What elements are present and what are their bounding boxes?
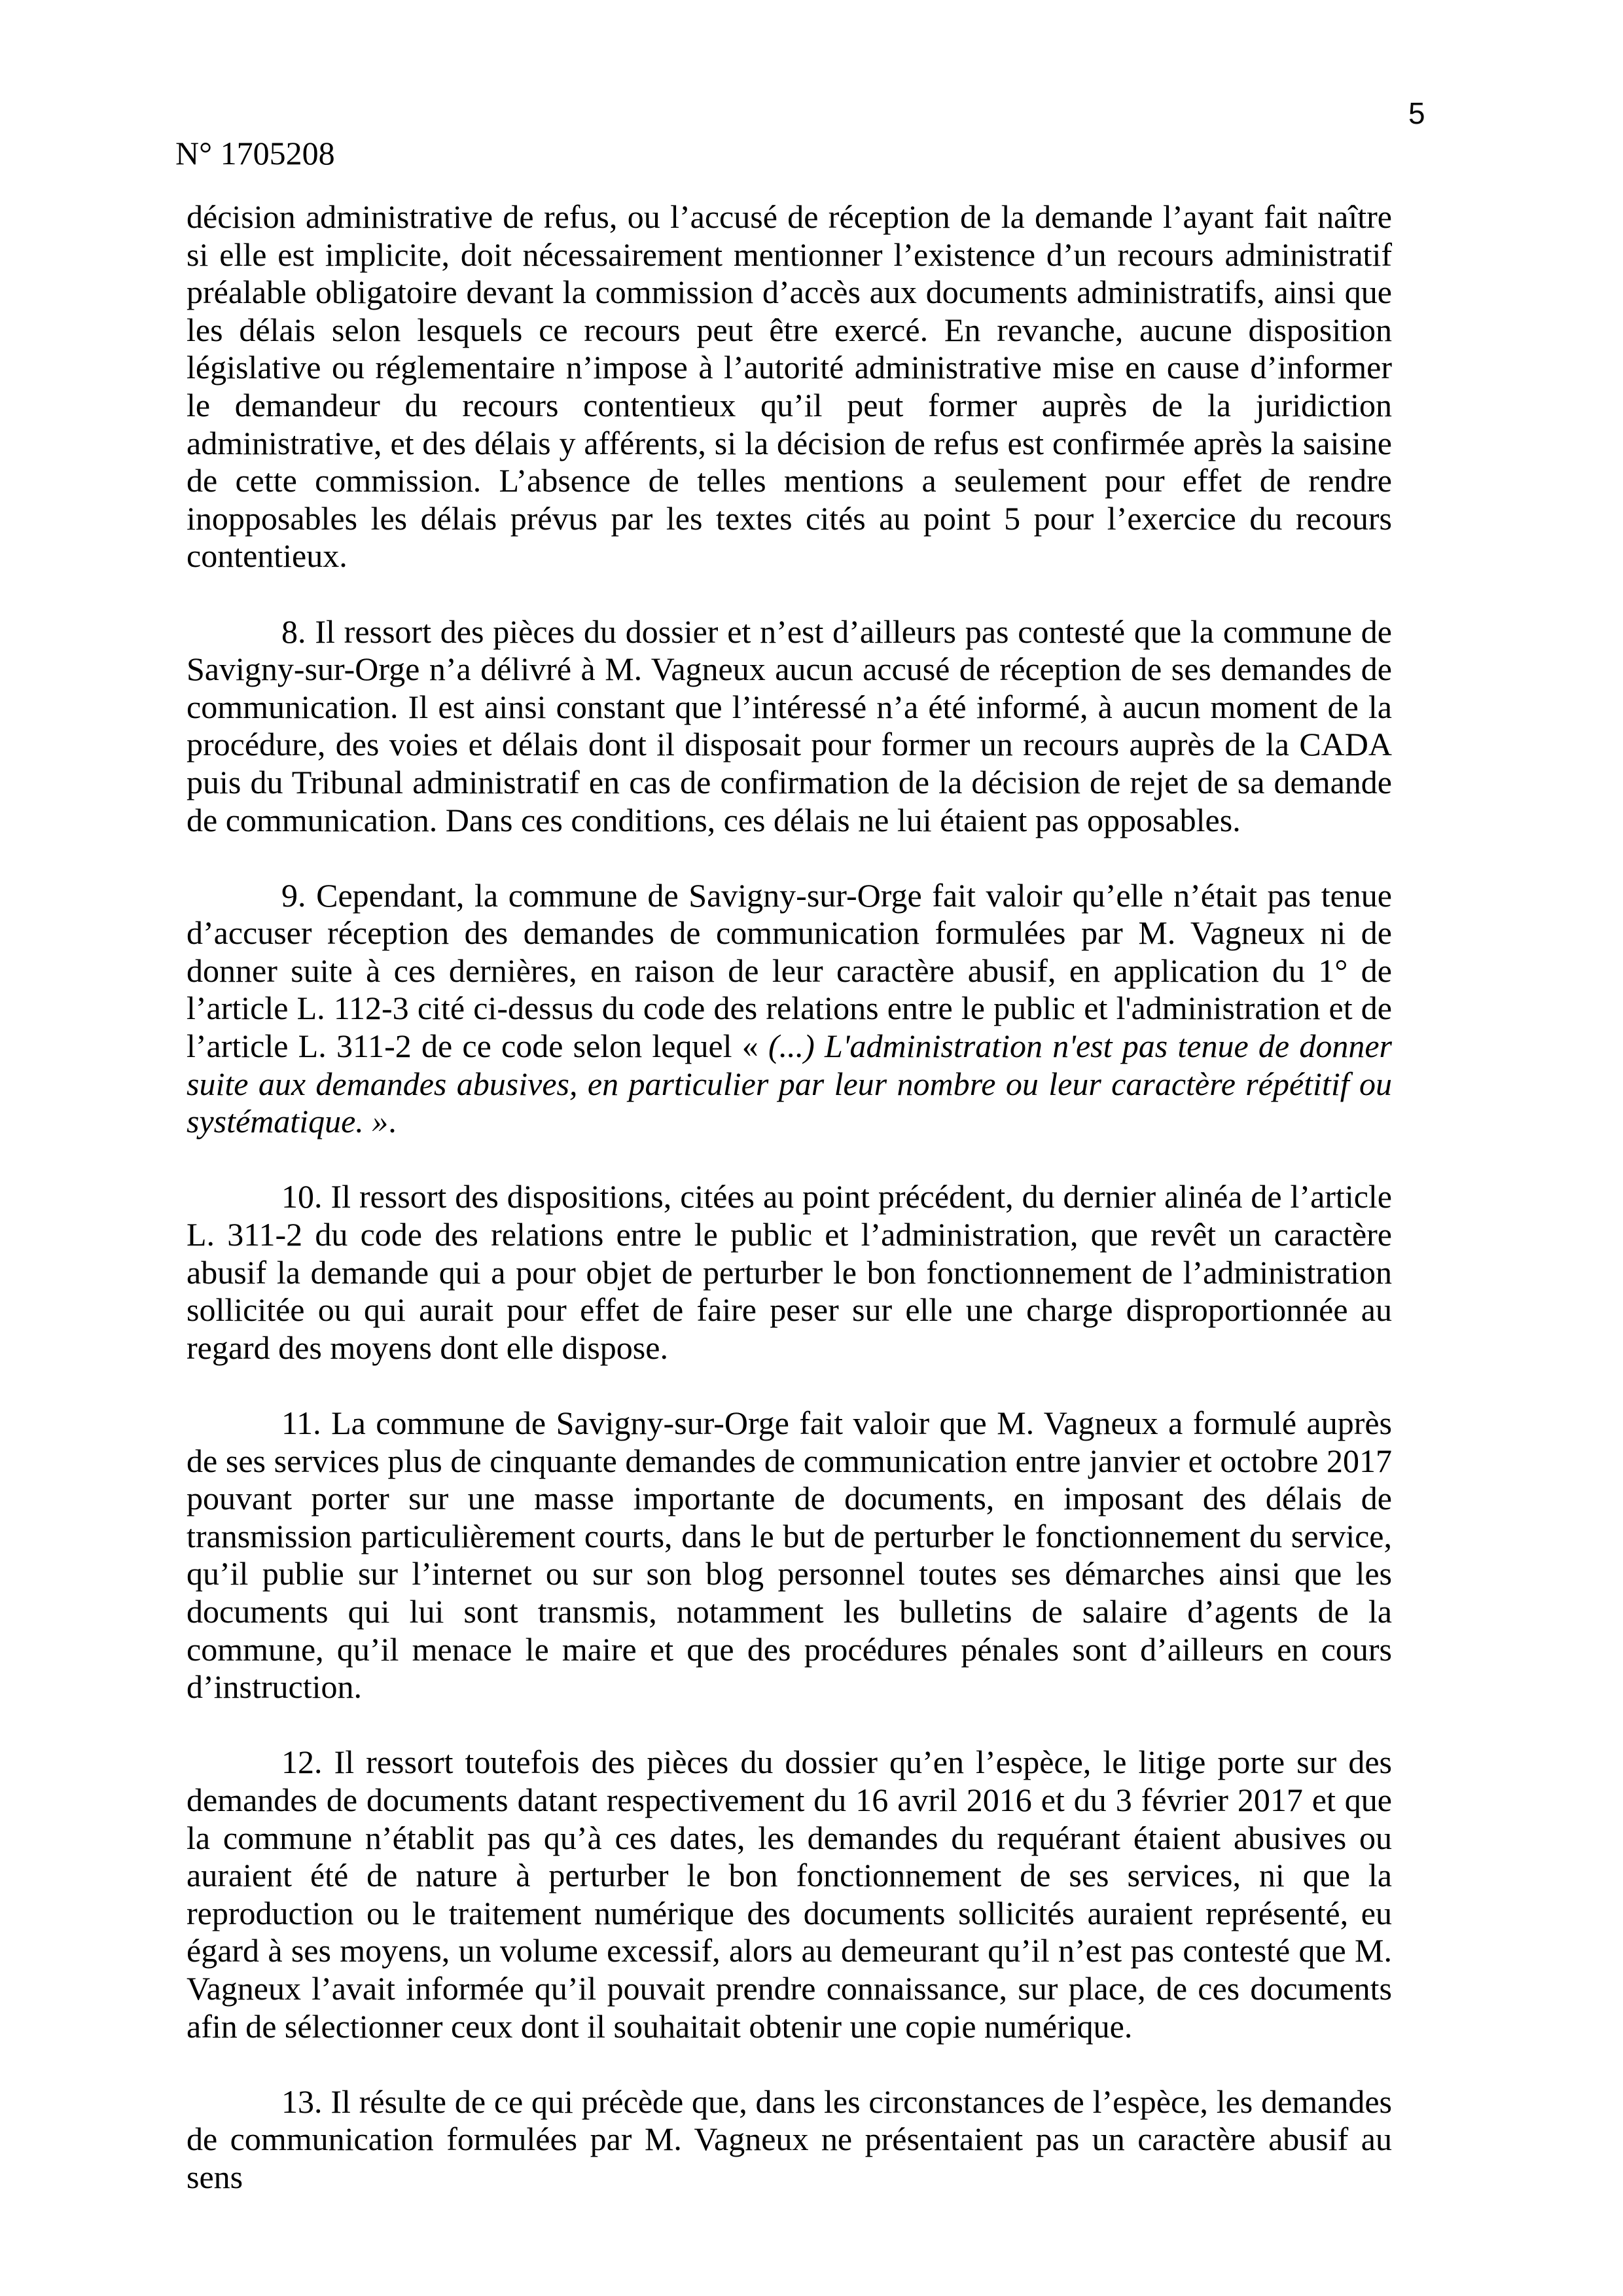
- body-text: 12. Il ressort toutefois des pièces du dossier qu’en l’espèce, le litige porte sur des demandes de documents datant respectivement du 16 avril 2016 et du 3 février 2017 et que la commune n’établit pas qu’à ces dates, les demandes du requérant étaient abusives ou auraient été de nature à perturber le bon fonctionnement de ses services, ni que la reproduction ou le traitement numérique des documents sollicités auraient représenté, eu égard à ses moyens, un volume excessif, alors au demeurant qu’il n’est pas contesté que M. Vagneux l’avait informée qu’il pouvait prendre connaissance, sur place, de ces documents afin de sélectionner ceux dont il souhaitait obtenir une copie numérique.: [187, 1744, 1392, 2045]
- document-body: [187, 198, 1392, 2234]
- paragraph-continuation: [187, 198, 1392, 575]
- case-reference: N° 1705208: [175, 135, 335, 171]
- body-text: 9. Cependant, la commune de Savigny-sur-Orge fait valoir qu’elle n’était pas tenue d’accuser réception des demandes de communication formulées par M. Vagneux ni de donner suite à ces dernières, en raison de leur caractère abusif, en application du 1° de l’article L. 112-3 cité ci-dessus du code des relations entre le public et l'administration et de l’article L. 311-2 de ce code selon lequel «: [187, 876, 1392, 1065]
- quoted-statute-text: (...) L'administration n'est pas tenue de donner suite aux demandes abusives, en particulier par leur nombre ou leur caractère répétitif ou systématique. »: [187, 1028, 1392, 1140]
- body-text: 13. Il résulte de ce qui précède que, dans les circonstances de l’espèce, les demandes de communication formulées par M. Vagneux ne présentaient pas un caractère abusif au sens: [187, 2083, 1392, 2195]
- paragraph-point-9: [187, 877, 1392, 1141]
- body-text: décision administrative de refus, ou l’accusé de réception de la demande l’ayant fait naître si elle est implicite, doit nécessairement mentionner l’existence d’un recours administratif préalable obligatoire devant la commission d’accès aux documents administratifs, ainsi que les délais selon lesquels ce recours peut être exercé. En revanche, aucune disposition législative ou réglementaire n’impose à l’autorité administrative mise en cause d’informer le demandeur du recours contentieux qu’il peut former auprès de la juridiction administrative, et des délais y afférents, si la décision de refus est confirmée après la saisine de cette commission. L’absence de telles mentions a seulement pour effet de rendre inopposables les délais prévus par les textes cités au point 5 pour l’exercice du recours contentieux.: [187, 198, 1392, 575]
- page-number: 5: [1408, 96, 1425, 130]
- paragraph-point-13: [187, 2083, 1392, 2197]
- paragraph-point-12: [187, 1744, 1392, 2045]
- body-text: 10. Il ressort des dispositions, citées au point précédent, du dernier alinéa de l’article L. 311-2 du code des relations entre le public et l’administration, que revêt un caractère abusif la demande qui a pour objet de perturber le bon fonctionnement de l’administration sollicitée ou qui aurait pour effet de faire peser sur elle une charge disproportionnée au regard des moyens dont elle dispose.: [187, 1178, 1392, 1366]
- paragraph-point-11: [187, 1405, 1392, 1706]
- paragraph-point-10: [187, 1178, 1392, 1367]
- body-text: 11. La commune de Savigny-sur-Orge fait valoir que M. Vagneux a formulé auprès de ses services plus de cinquante demandes de communication entre janvier et octobre 2017 pouvant porter sur une masse importante de documents, en imposant des délais de transmission particulièrement courts, dans le but de perturber le fonctionnement du service, qu’il publie sur l’internet ou sur son blog personnel toutes ses démarches ainsi que les documents qui lui sont transmis, notamment les bulletins de salaire d’agents de la commune, qu’il menace le maire et que des procédures pénales sont d’ailleurs en cours d’instruction.: [187, 1405, 1392, 1706]
- paragraph-point-8: [187, 613, 1392, 840]
- body-text: .: [388, 1103, 397, 1140]
- body-text: 8. Il ressort des pièces du dossier et n’est d’ailleurs pas contesté que la commune de Savigny-sur-Orge n’a délivré à M. Vagneux aucun accusé de réception de ses demandes de communication. Il est ainsi constant que l’intéressé n’a été informé, à aucun moment de la procédure, des voies et délais dont il disposait pour former un recours auprès de la CADA puis du Tribunal administratif en cas de confirmation de la décision de rejet de sa demande de communication. Dans ces conditions, ces délais ne lui étaient pas opposables.: [187, 613, 1392, 838]
